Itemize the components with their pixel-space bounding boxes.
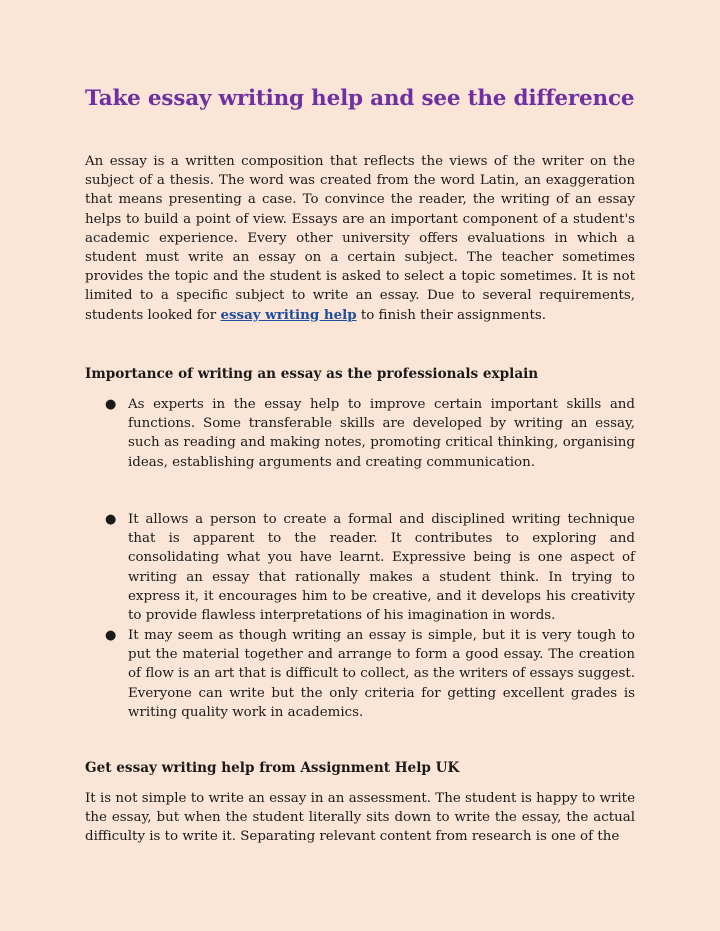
list-item: [105, 626, 635, 722]
bullet-icon: ●: [105, 397, 117, 412]
intro-text: An essay is a written composition that reflects the views of the writer on the subject of a thesis. The word was created from the word Latin, an exaggeration that means presenting a case. To convince the reader, the writing of an essay helps to build a point of view. Essays are an important component of a student's academic experience. Every other university offers evaluations in which a student must write an essay on a certain subject. The teacher sometimes provides the topic and the student is asked to select a topic sometimes. It is not limited to a specific subject to write an essay. Due to several requirements, students looked for: [85, 154, 635, 323]
bullet-icon: ●: [105, 628, 117, 643]
list-item: [105, 510, 635, 625]
list-item-text: It allows a person to create a formal and disciplined writing technique that is apparent to the reader. It contributes to exploring and consolidating what you have learnt. Expressive being is one aspect of writing an essay that rationally makes a student think. In trying to express it, it encourages him to be creative, and it develops his creativity to provide flawless interpretations of his imagination in words.: [128, 512, 635, 624]
section-heading-get-help: Get essay writing help from Assignment Help UK: [85, 760, 460, 776]
bullet-icon: ●: [105, 512, 117, 527]
body-paragraph: It is not simple to write an essay in an assessment. The student is happy to write the essay, but when the student literally sits down to write the essay, the actual difficulty is to write it. Separating relevant content from research is one of the: [85, 791, 635, 845]
intro-text-end: to finish their assignments.: [356, 307, 546, 323]
list-item: [105, 395, 635, 472]
intro-paragraph: [85, 152, 635, 325]
essay-writing-help-link[interactable]: essay writing help: [220, 306, 357, 323]
list-item-text: It may seem as though writing an essay is simple, but it is very tough to put the material together and arrange to form a good essay. The creation of flow is an art that is difficult to collect, as the writers of essays suggest. Everyone can write but the only criteria for getting excellent grades is writing quality work in academics.: [128, 628, 635, 720]
list-item-text: As experts in the essay help to improve certain important skills and functions. Some transferable skills are developed by writing an essay, such as reading and making notes, promoting critical thinking, organising ideas, establishing arguments and creating communication.: [128, 397, 635, 470]
document-title: Take essay writing help and see the difference: [85, 86, 635, 111]
section-heading-importance: Importance of writing an essay as the professionals explain: [85, 366, 539, 382]
